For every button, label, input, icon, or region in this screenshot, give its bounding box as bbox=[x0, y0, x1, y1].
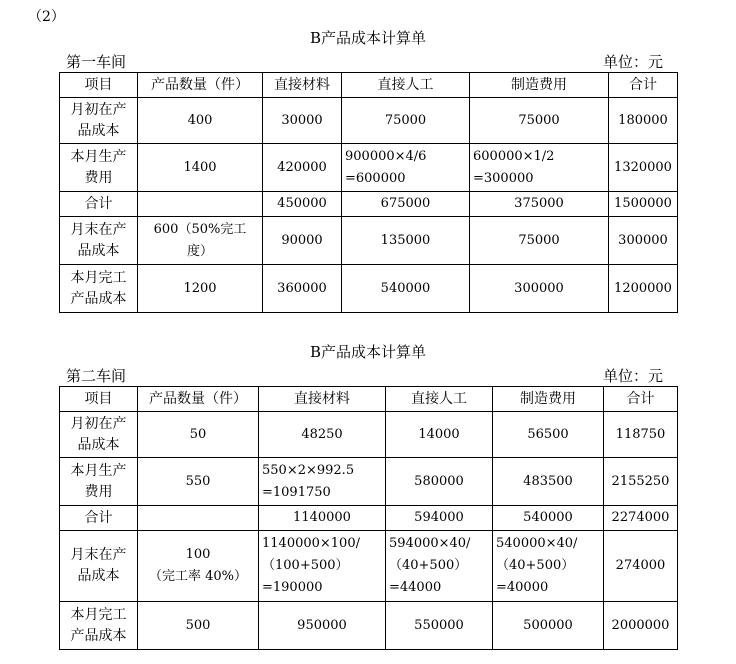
overhead-value: 56500 bbox=[527, 426, 569, 442]
table1-title: B产品成本计算单 bbox=[309, 29, 427, 47]
column-header: 项目 bbox=[60, 73, 138, 98]
quantity-value: 50 bbox=[189, 426, 207, 442]
total-cell bbox=[609, 98, 678, 144]
table1-body bbox=[60, 73, 678, 313]
column-header: 合计 bbox=[609, 73, 678, 98]
row-label-line: 品成本 bbox=[77, 436, 120, 453]
labor-cell bbox=[342, 265, 470, 313]
overhead-cell bbox=[493, 506, 604, 531]
overhead-value: 75000 bbox=[518, 232, 560, 248]
column-header: 合计 bbox=[604, 387, 678, 412]
labor-value: 135000 bbox=[380, 232, 431, 248]
column-header: 直接人工 bbox=[386, 387, 493, 412]
row-label-line: 本月生产 bbox=[70, 148, 127, 165]
material-cell bbox=[263, 265, 342, 313]
total-value: 2274000 bbox=[611, 510, 670, 525]
column-header: 直接材料 bbox=[263, 73, 342, 98]
row-label-line: 本月生产 bbox=[70, 462, 127, 479]
table2-title: B产品成本计算单 bbox=[309, 343, 427, 361]
row-label bbox=[60, 458, 138, 506]
overhead-value: 540000×40/ bbox=[496, 536, 578, 551]
row-label bbox=[60, 217, 138, 265]
material-value: （100+500） bbox=[262, 558, 349, 573]
row-label-line: 品成本 bbox=[77, 242, 120, 259]
row-label-line: 品成本 bbox=[77, 568, 120, 584]
overhead-cell bbox=[493, 602, 604, 650]
overhead-value: 483500 bbox=[523, 473, 573, 489]
total-value: 1320000 bbox=[614, 159, 672, 175]
labor-value: 580000 bbox=[414, 473, 464, 489]
row-label bbox=[60, 506, 138, 531]
overhead-cell bbox=[493, 458, 604, 506]
table-row bbox=[60, 98, 678, 144]
overhead-cell bbox=[470, 192, 609, 217]
total-cell bbox=[604, 531, 678, 602]
quantity-value: 1400 bbox=[183, 159, 217, 175]
labor-value: 75000 bbox=[384, 112, 427, 128]
quantity-value: 550 bbox=[185, 473, 211, 489]
material-cell bbox=[259, 602, 386, 650]
total-cell bbox=[604, 458, 678, 506]
column-header: 直接人工 bbox=[342, 73, 470, 98]
labor-cell bbox=[386, 506, 493, 531]
cost-table-workshop-1 bbox=[59, 72, 678, 313]
material-value: =1091750 bbox=[262, 484, 331, 500]
total-value: 2000000 bbox=[611, 617, 670, 633]
column-header: 项目 bbox=[60, 387, 138, 412]
labor-value: 594000 bbox=[414, 510, 464, 525]
total-value: 1200000 bbox=[614, 280, 672, 296]
column-header: 产品数量（件） bbox=[138, 73, 263, 98]
labor-cell bbox=[342, 144, 470, 192]
labor-cell bbox=[386, 458, 493, 506]
total-value: 180000 bbox=[618, 112, 668, 128]
labor-cell bbox=[342, 217, 470, 265]
material-value: 30000 bbox=[281, 112, 323, 128]
labor-value: =44000 bbox=[389, 580, 442, 595]
overhead-value: 600000×1/2 bbox=[473, 148, 555, 164]
table-row bbox=[60, 458, 678, 506]
total-value: 300000 bbox=[618, 232, 668, 248]
row-label-line: 月初在产 bbox=[70, 101, 127, 118]
overhead-cell bbox=[470, 98, 609, 144]
cost-table-workshop-2 bbox=[59, 386, 678, 650]
quantity-value: （完工率 40%） bbox=[148, 569, 248, 584]
material-value: =190000 bbox=[262, 580, 323, 595]
material-cell bbox=[263, 144, 342, 192]
row-label-line: 费用 bbox=[84, 169, 113, 186]
overhead-cell bbox=[470, 265, 609, 313]
table-row bbox=[60, 412, 678, 458]
table-row bbox=[60, 265, 678, 313]
total-value: 274000 bbox=[615, 558, 666, 573]
overhead-value: =300000 bbox=[473, 170, 534, 186]
overhead-cell bbox=[493, 531, 604, 602]
table-header-row bbox=[60, 73, 678, 98]
section-mark: （2） bbox=[28, 9, 65, 25]
quantity-cell bbox=[138, 192, 263, 217]
row-label-line: 合计 bbox=[84, 509, 113, 526]
column-header: 制造费用 bbox=[470, 73, 609, 98]
labor-cell bbox=[386, 412, 493, 458]
quantity-cell bbox=[138, 217, 263, 265]
quantity-value: 600（50%完工 bbox=[153, 221, 247, 237]
material-cell bbox=[263, 98, 342, 144]
column-header: 产品数量（件） bbox=[138, 387, 259, 412]
quantity-value: 度） bbox=[186, 243, 213, 259]
overhead-cell bbox=[470, 217, 609, 265]
table-row bbox=[60, 217, 678, 265]
overhead-value: （40+500） bbox=[496, 558, 575, 573]
material-cell bbox=[259, 412, 386, 458]
material-value: 360000 bbox=[277, 280, 327, 296]
row-label bbox=[60, 602, 138, 650]
quantity-cell bbox=[138, 98, 263, 144]
row-label-line: 月末在产 bbox=[70, 547, 127, 563]
labor-cell bbox=[386, 602, 493, 650]
total-value: 1500000 bbox=[614, 196, 672, 211]
total-value: 118750 bbox=[615, 426, 666, 442]
material-value: 950000 bbox=[297, 617, 347, 633]
table2-workshop: 第二车间 bbox=[66, 367, 127, 385]
labor-value: =600000 bbox=[345, 170, 406, 186]
material-value: 450000 bbox=[277, 196, 327, 211]
labor-value: 594000×40/ bbox=[389, 536, 471, 551]
row-label-line: 月初在产 bbox=[70, 415, 127, 432]
material-value: 550×2×992.5 bbox=[262, 462, 355, 478]
overhead-value: 540000 bbox=[523, 510, 573, 525]
table1-workshop: 第一车间 bbox=[66, 53, 127, 71]
row-label bbox=[60, 265, 138, 313]
material-value: 1140000×100/ bbox=[262, 536, 360, 551]
labor-value: （40+500） bbox=[389, 558, 468, 573]
table2-unit: 单位：元 bbox=[603, 367, 664, 385]
row-label bbox=[60, 144, 138, 192]
total-cell bbox=[609, 192, 678, 217]
table2-body bbox=[60, 387, 678, 650]
table-row bbox=[60, 602, 678, 650]
quantity-cell bbox=[138, 458, 259, 506]
overhead-cell bbox=[470, 144, 609, 192]
table-row bbox=[60, 531, 678, 602]
quantity-cell bbox=[138, 412, 259, 458]
labor-value: 540000 bbox=[380, 280, 431, 296]
row-label-line: 本月完工 bbox=[70, 606, 127, 623]
row-label-line: 产品成本 bbox=[70, 627, 127, 644]
overhead-value: 300000 bbox=[514, 280, 564, 296]
quantity-value: 500 bbox=[185, 617, 211, 633]
row-label bbox=[60, 98, 138, 144]
overhead-value: 500000 bbox=[523, 617, 573, 633]
row-label bbox=[60, 531, 138, 602]
row-label bbox=[60, 412, 138, 458]
quantity-cell bbox=[138, 602, 259, 650]
material-value: 48250 bbox=[301, 426, 343, 442]
quantity-value: 1200 bbox=[183, 280, 217, 296]
table-row bbox=[60, 506, 678, 531]
table-row bbox=[60, 144, 678, 192]
labor-cell bbox=[386, 531, 493, 602]
material-cell bbox=[259, 506, 386, 531]
row-label-line: 费用 bbox=[84, 483, 113, 500]
material-value: 90000 bbox=[281, 232, 323, 248]
total-value: 2155250 bbox=[611, 473, 670, 489]
quantity-cell bbox=[138, 144, 263, 192]
labor-value: 675000 bbox=[380, 196, 431, 211]
table-header-row bbox=[60, 387, 678, 412]
material-value: 1140000 bbox=[293, 510, 351, 525]
table1-unit: 单位：元 bbox=[603, 53, 664, 71]
material-cell bbox=[259, 458, 386, 506]
quantity-cell bbox=[138, 265, 263, 313]
total-cell bbox=[609, 265, 678, 313]
row-label-line: 合计 bbox=[84, 195, 113, 212]
row-label bbox=[60, 192, 138, 217]
row-label-line: 品成本 bbox=[77, 122, 120, 139]
total-cell bbox=[604, 602, 678, 650]
overhead-value: 75000 bbox=[518, 112, 560, 128]
material-value: 420000 bbox=[277, 159, 327, 175]
row-label-line: 本月完工 bbox=[70, 269, 127, 286]
overhead-value: =40000 bbox=[496, 580, 549, 595]
column-header: 直接材料 bbox=[259, 387, 386, 412]
total-cell bbox=[604, 506, 678, 531]
column-header: 制造费用 bbox=[493, 387, 604, 412]
overhead-value: 375000 bbox=[514, 196, 564, 211]
material-cell bbox=[263, 192, 342, 217]
row-label-line: 产品成本 bbox=[70, 290, 127, 307]
labor-value: 900000×4/6 bbox=[345, 148, 427, 164]
total-cell bbox=[609, 217, 678, 265]
quantity-cell bbox=[138, 506, 259, 531]
labor-value: 14000 bbox=[418, 426, 460, 442]
row-label-line: 月末在产 bbox=[70, 221, 127, 238]
material-cell bbox=[259, 531, 386, 602]
labor-cell bbox=[342, 98, 470, 144]
labor-value: 550000 bbox=[414, 617, 464, 633]
material-cell bbox=[263, 217, 342, 265]
overhead-cell bbox=[493, 412, 604, 458]
total-cell bbox=[609, 144, 678, 192]
labor-cell bbox=[342, 192, 470, 217]
quantity-value: 100 bbox=[185, 547, 211, 562]
total-cell bbox=[604, 412, 678, 458]
table-row bbox=[60, 192, 678, 217]
quantity-value: 400 bbox=[187, 112, 213, 128]
quantity-cell bbox=[138, 531, 259, 602]
